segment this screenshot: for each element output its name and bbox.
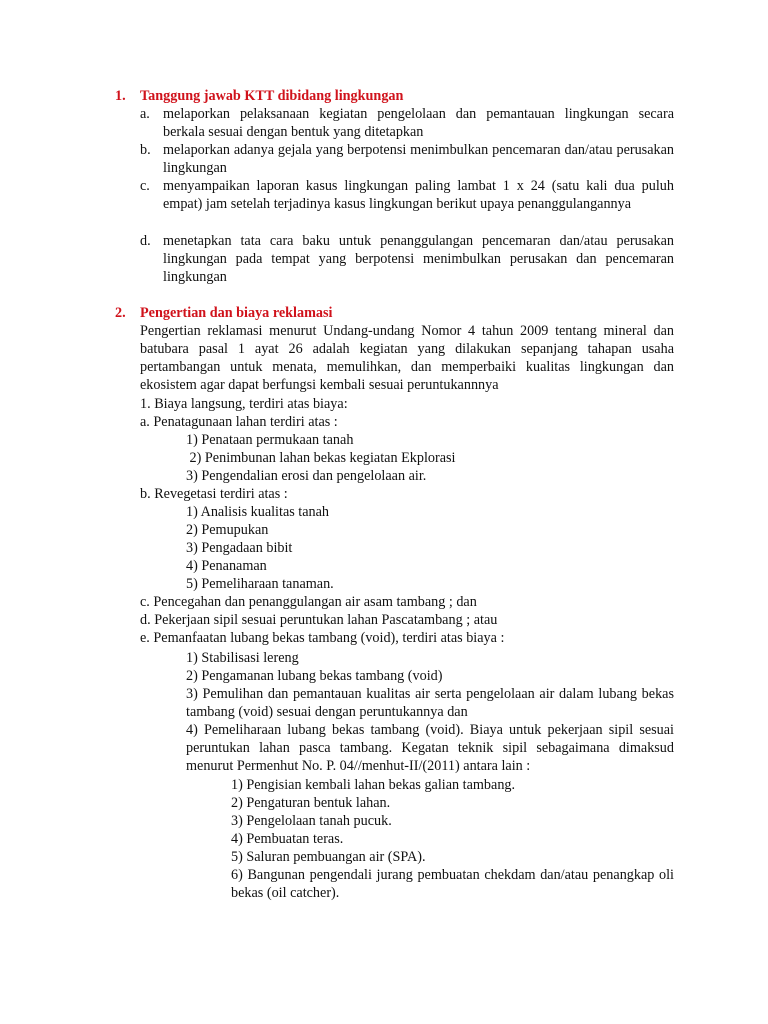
sipil-item-3: 3) Pengelolaan tanah pucuk. — [231, 813, 392, 829]
e-item-2: 2) Pengamanan lubang bekas tambang (void) — [186, 668, 443, 684]
a-item-1: 1) Penataan permukaan tanah — [186, 432, 354, 448]
intro-paragraph: Pengertian reklamasi menurut Undang-undang Nomor 4 tahun 2009 tentang mineral dan batubara pasal 1 ayat 26 adalah kegiatan yang dilakukan sepanjang tahapan usaha pertambangan untuk menata, memulihkan, dan memperbaiki kualitas lingkungan dan ekosistem agar dapat berfungsi kembali sesuai peruntukannnya — [140, 323, 674, 393]
b-item-1: 1) Analisis kualitas tanah — [186, 504, 330, 520]
item-b-label: b. — [140, 142, 151, 158]
item-a-label: a. — [140, 106, 150, 122]
b-item-5: 5) Pemeliharaan tanaman. — [186, 576, 334, 592]
e-item-3: 3) Pemulihan dan pemantauan kualitas air serta pengelolaan air dalam lubang bekas tambang (void) sesuai dengan peruntukannya dan — [186, 686, 674, 720]
b-item-4: 4) Penanaman — [186, 558, 267, 574]
d-line: d. Pekerjaan sipil sesuai peruntukan lahan Pascatambang ; atau — [140, 612, 498, 628]
e-item-1: 1) Stabilisasi lereng — [186, 650, 299, 666]
section-2-title: Pengertian dan biaya reklamasi — [140, 305, 333, 321]
sipil-item-4: 4) Pembuatan teras. — [231, 831, 344, 847]
a-item-3: 3) Pengendalian erosi dan pengelolaan air. — [186, 468, 427, 484]
b-item-2: 2) Pemupukan — [186, 522, 269, 538]
section-1-title: Tanggung jawab KTT dibidang lingkungan — [140, 88, 404, 104]
e-heading: e. Pemanfaatan lubang bekas tambang (void), terdiri atas biaya : — [140, 630, 505, 646]
e-item-4: 4) Pemeliharaan lubang bekas tambang (void). Biaya untuk pekerjaan sipil sesuai peruntukan lahan pasca tambang. Kegatan teknik sipil sebagaimana dimaksud menurut Permenhut No. P. 04//menhut-II/(2011) antara lain : — [186, 722, 674, 774]
section-2-number: 2. — [115, 305, 126, 321]
sipil-item-6: 6) Bangunan pengendali jurang pembuatan chekdam dan/atau penangkap oli bekas (oil catcher). — [231, 867, 674, 901]
item-d-label: d. — [140, 233, 151, 249]
a-heading: a. Penatagunaan lahan terdiri atas : — [140, 414, 338, 430]
a-item-2: 2) Penimbunan lahan bekas kegiatan Ekplorasi — [186, 450, 456, 466]
biaya-langsung-line: 1. Biaya langsung, terdiri atas biaya: — [140, 396, 348, 412]
item-d-text: menetapkan tata cara baku untuk penanggulangan pencemaran dan/atau perusakan lingkungan pada tempat yang berpotensi menimbulkan perusakan dan pencemaran lingkungan — [163, 233, 674, 285]
sipil-item-1: 1) Pengisian kembali lahan bekas galian tambang. — [231, 777, 516, 793]
b-item-3: 3) Pengadaan bibit — [186, 540, 293, 556]
b-heading: b. Revegetasi terdiri atas : — [140, 486, 288, 502]
item-c-text: menyampaikan laporan kasus lingkungan paling lambat 1 x 24 (satu kali dua puluh empat) jam setelah terjadinya kasus lingkungan berikut upaya penanggulangannya — [163, 178, 674, 212]
sipil-item-2: 2) Pengaturan bentuk lahan. — [231, 795, 391, 811]
item-a-text: melaporkan pelaksanaan kegiatan pengelolaan dan pemantauan lingkungan secara berkala sesuai dengan bentuk yang ditetapkan — [163, 106, 674, 140]
c-line: c. Pencegahan dan penanggulangan air asam tambang ; dan — [140, 594, 477, 610]
item-c-label: c. — [140, 178, 150, 194]
sipil-item-5: 5) Saluran pembuangan air (SPA). — [231, 849, 426, 865]
section-1-number: 1. — [115, 88, 126, 104]
item-b-text: melaporkan adanya gejala yang berpotensi menimbulkan pencemaran dan/atau perusakan lingkungan — [163, 142, 674, 176]
